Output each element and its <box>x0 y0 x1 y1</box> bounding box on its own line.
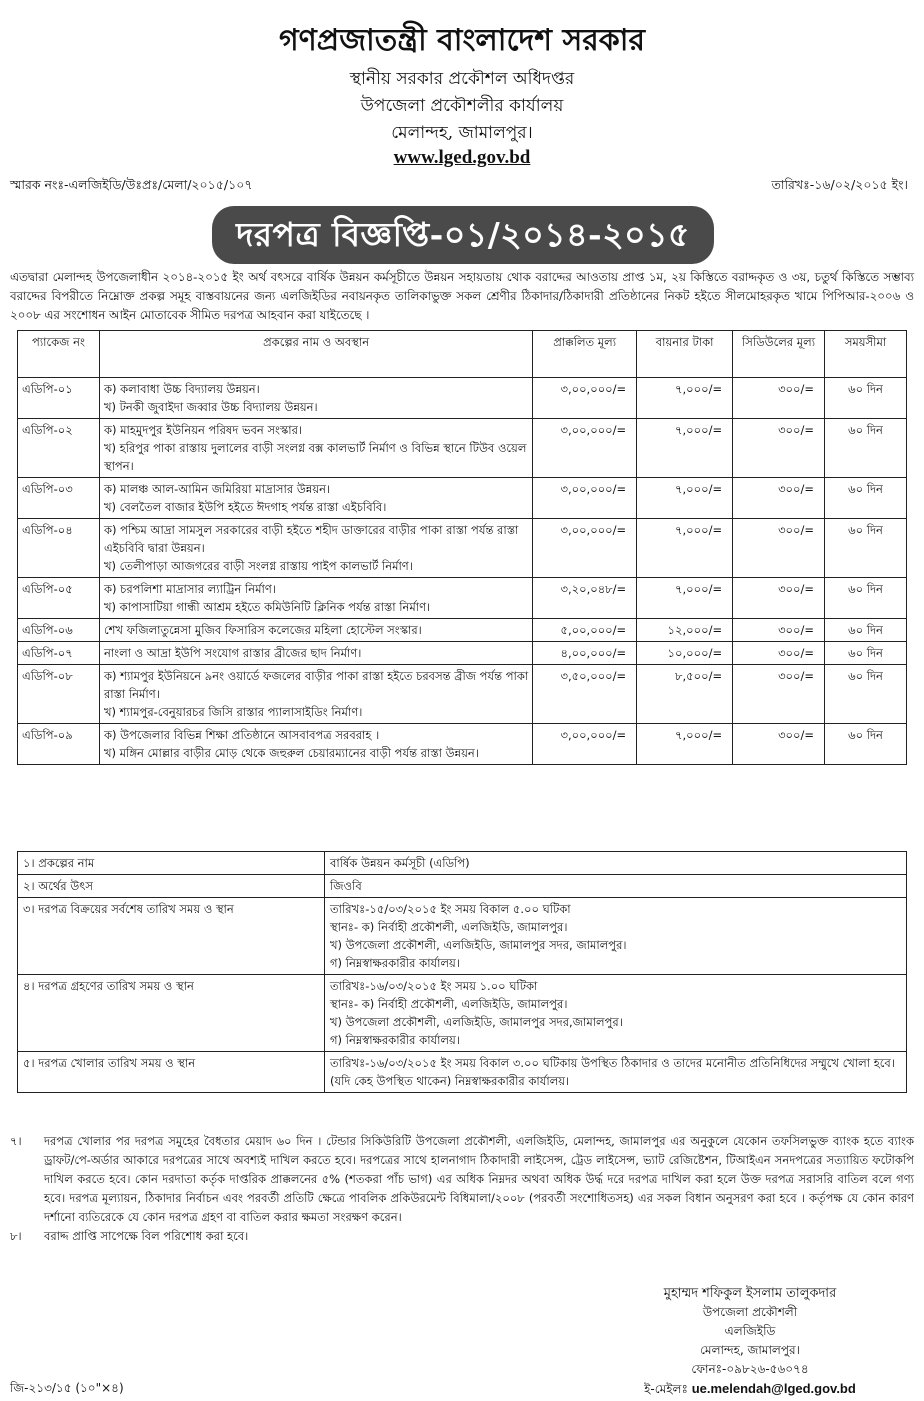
info-label: ৫। দরপত্র খোলার তারিখ সময় ও স্থান <box>18 1052 325 1093</box>
notice-date: তারিখঃ-১৬/০২/২০১৫ ইং। <box>771 177 908 192</box>
package-number: এডিপি-০৪ <box>18 519 100 578</box>
time-limit: ৬০ দিন <box>825 642 907 665</box>
estimated-cost: ৩,০০,০০০/= <box>533 724 637 765</box>
signatory-designation: উপজেলা প্রকৌশলী <box>702 1305 798 1319</box>
col-header-project: প্রকল্পের নাম ও অবস্থান <box>99 331 532 378</box>
time-limit: ৬০ দিন <box>825 519 907 578</box>
info-label: ২। অর্থের উৎস <box>18 875 325 898</box>
time-limit: ৬০ দিন <box>825 378 907 419</box>
estimated-cost: ৩,৫০,০০০/= <box>533 665 637 724</box>
schedule-price: ৩০০/= <box>733 642 825 665</box>
email-label: ই-মেইলঃ <box>644 1382 688 1396</box>
info-row <box>18 1052 907 1093</box>
signature-block <box>600 1284 900 1399</box>
print-code: জি-২১৩/১৫ (১০"×৪) <box>10 1381 124 1395</box>
col-header-earnest: বায়নার টাকা <box>637 331 733 378</box>
signatory-name: মুহাম্মদ শফিকুল ইসলাম তালুকদার <box>663 1286 837 1301</box>
info-value: বার্ষিক উন্নয়ন কর্মসূচী (এডিপি) <box>325 852 907 875</box>
signatory-phone: ফোনঃ-০৯৮২৬-৫৬০৭৪ <box>691 1362 809 1376</box>
time-limit: ৬০ দিন <box>825 619 907 642</box>
col-header-time: সময়সীমা <box>825 331 907 378</box>
earnest-money: ৮,৫০০/= <box>637 665 733 724</box>
schedule-price: ৩০০/= <box>733 519 825 578</box>
project-name: ক) পশ্চিম আদ্রা সামসুল সরকারের বাড়ী হইতে শহীদ ডাক্তারের বাড়ীর পাকা রাস্তা পর্যন্ত রাস্তা এইচবিবি দ্বারা উন্নয়ন। খ) তেলীপাড়া আজগরের বাড়ী সংলগ্ন রাস্তায় পাইপ কালভার্ট নির্মাণ। <box>99 519 532 578</box>
info-value: তারিখঃ-১৫/০৩/২০১৫ ইং সময় বিকাল ৫.০০ ঘটিকা স্থানঃ- ক) নির্বাহী প্রকৌশলী, এলজিইডি, জামালপুর। খ) উপজেলা প্রকৌশলী, এলজিইডি, জামালপুর সদর, জামালপুর। গ) নিম্নস্বাক্ষরকারীর কার্যালয়। <box>325 898 907 975</box>
schedule-price: ৩০০/= <box>733 378 825 419</box>
info-row <box>18 875 907 898</box>
table-row <box>18 642 907 665</box>
earnest-money: ৭,০০০/= <box>637 578 733 619</box>
table-row <box>18 519 907 578</box>
memo-number: স্মারক নংঃ-এলজিইডি/উঃপ্রঃ/মেলা/২০১৫/১০৭ <box>10 177 253 192</box>
project-name: ক) মালঞ্চ আল-আমিন জমিরিয়া মাদ্রাসার উন্নয়ন। খ) বেলতৈল বাজার ইউপি হইতে ঈদগাহ পর্যন্ত রাস্তা এইচবিবি। <box>99 478 532 519</box>
package-number: এডিপি-০৩ <box>18 478 100 519</box>
note-text: বরাদ্দ প্রাপ্তি সাপেক্ষে বিল পরিশোধ করা হবে। <box>44 1229 249 1243</box>
info-label: ৪। দরপত্র গ্রহণের তারিখ সময় ও স্থান <box>18 975 325 1052</box>
project-name: ক) মাহমুদপুর ইউনিয়ন পরিষদ ভবন সংস্কার। খ) হরিপুর পাকা রাস্তায় দুলালের বাড়ী সংলগ্ন বক্স কালভার্ট নির্মাণ ও বিভিন্ন স্থানে টিউব ওয়েল স্থাপন। <box>99 419 532 478</box>
signatory-place: মেলান্দহ, জামালপুর। <box>700 1343 800 1357</box>
schedule-price: ৩০০/= <box>733 419 825 478</box>
estimated-cost: ৩,০০,০০০/= <box>533 378 637 419</box>
table-row <box>18 724 907 765</box>
project-name: ক) চরপলিশা মাদ্রাসার ল্যাট্রিন নির্মাণ। খ) কাপাসাটিয়া গান্ধী আশ্রম হইতে কমিউনিটি ক্লিনিক পর্যন্ত রাস্তা নির্মাণ। <box>99 578 532 619</box>
note-item <box>10 1132 914 1227</box>
package-number: এডিপি-০৯ <box>18 724 100 765</box>
email-line <box>600 1379 900 1399</box>
schedule-price: ৩০০/= <box>733 578 825 619</box>
table-row <box>18 478 907 519</box>
office-location: মেলান্দহ, জামালপুর। <box>391 123 533 143</box>
estimated-cost: ৫,০০,০০০/= <box>533 619 637 642</box>
info-table <box>17 851 907 1093</box>
info-label: ৩। দরপত্র বিক্রয়ের সর্বশেষ তারিখ সময় ও স্থান <box>18 898 325 975</box>
note-item <box>10 1227 914 1246</box>
signatory-org: এলজিইডি <box>724 1324 776 1338</box>
package-table <box>17 330 907 765</box>
estimated-cost: ৩,২০,০৪৮/= <box>533 578 637 619</box>
time-limit: ৬০ দিন <box>825 578 907 619</box>
estimated-cost: ৩,০০,০০০/= <box>533 478 637 519</box>
info-row <box>18 898 907 975</box>
package-number: এডিপি-০৬ <box>18 619 100 642</box>
info-label: ১। প্রকল্পের নাম <box>18 852 325 875</box>
earnest-money: ৭,০০০/= <box>637 724 733 765</box>
info-value: তারিখঃ-১৬/০৩/২০১৫ ইং সময় বিকাল ৩.০০ ঘটিকায় উপস্থিত ঠিকাদার ও তাদের মনোনীত প্রতিনিধিদের সম্মুখে খোলা হবে। (যদি কেহ উপস্থিত থাকেন) নিম্নস্বাক্ষরকারীর কার্যালয়। <box>325 1052 907 1093</box>
project-name: ক) উপজেলার বিভিন্ন শিক্ষা প্রতিষ্ঠানে আসবাবপত্র সরবরাহ । খ) মঙ্গিন মোল্লার বাড়ীর মোড় থেকে জহুরুল চেয়ারম্যানের বাড়ী পর্যন্ত রাস্তা উন্নয়ন। <box>99 724 532 765</box>
col-header-cost: প্রাক্কলিত মূল্য <box>533 331 637 378</box>
email-link[interactable]: ue.melendah@lged.gov.bd <box>691 1381 856 1396</box>
office-name: উপজেলা প্রকৌশলীর কার্যালয় <box>360 96 564 116</box>
info-value: জিওবি <box>325 875 907 898</box>
table-row <box>18 578 907 619</box>
table-row <box>18 665 907 724</box>
col-header-package: প্যাকেজ নং <box>18 331 100 378</box>
earnest-money: ১২,০০০/= <box>637 619 733 642</box>
table-row <box>18 378 907 419</box>
schedule-price: ৩০০/= <box>733 665 825 724</box>
project-name: নাংলা ও আদ্রা ইউপি সংযোগ রাস্তার ব্রীজের ছাদ নির্মাণ। <box>99 642 532 665</box>
website-link[interactable]: www.lged.gov.bd <box>393 147 531 168</box>
package-number: এডিপি-০৭ <box>18 642 100 665</box>
project-name: ক) কলাবাধা উচ্চ বিদ্যালয় উন্নয়ন। খ) টনকী জুবাইদা জব্বার উচ্চ বিদ্যালয় উন্নয়ন। <box>99 378 532 419</box>
government-title: গণপ্রজাতন্ত্রী বাংলাদেশ সরকার <box>279 23 645 58</box>
time-limit: ৬০ দিন <box>825 724 907 765</box>
table-row <box>18 419 907 478</box>
intro-paragraph: এতদ্বারা মেলান্দহ উপজেলাধীন ২০১৪-২০১৫ ইং অর্থ বৎসরে বার্ষিক উন্নয়ন কর্মসূচীতে উন্নয়ন সহায়তায় থোক বরাদ্দের আওতায় প্রাপ্ত ১ম, ২য় কিস্তিতে বরাদ্দকৃত ও ৩য়, চতুর্থ কিস্তিতে সম্ভাব্য বরাদ্দের বিপরীতে নিম্নোক্ত প্রকল্প সমূহ বাস্তবায়নের জন্য এলজিইডির নবায়নকৃত তালিকাভুক্ত সকল শ্রেণীর ঠিকাদার/ঠিকাদারী প্রতিষ্ঠানের নিকট হইতে সীলমোহরকৃত খামে পিপিআর-২০০৬ ও ২০০৮ এর সংশোধন আইন মোতাবেক সীমিত দরপত্র আহবান করা যাইতেছে । <box>10 270 914 322</box>
note-number: ৭। <box>10 1134 22 1148</box>
time-limit: ৬০ দিন <box>825 478 907 519</box>
earnest-money: ৭,০০০/= <box>637 519 733 578</box>
earnest-money: ৭,০০০/= <box>637 478 733 519</box>
earnest-money: ১০,০০০/= <box>637 642 733 665</box>
note-text: দরপত্র খোলার পর দরপত্র সমুহের বৈধতার মেয়াদ ৬০ দিন । টেন্ডার সিকিউরিটি উপজেলা প্রকৌশলী, এলজিইডি, মেলান্দহ, জামালপুর এর অনুকুলে যেকোন তফসিলভুক্ত ব্যাংক হতে ব্যাংক ড্রাফট/পে-অর্ডার আকারে দরপত্রের সাথে অবশ্যই দাখিল করতে হবে। দরপত্রের সাথে হালনাগাদ ঠিকাদারী লাইসেন্স, ট্রেড লাইসেন্স, ভ্যাট রেজিষ্টেশন, টিআইএন সনদপত্রের সত্যায়িত ফটোকপি দাখিল করতে হবে। কোন দরদাতা কর্তৃক দাপ্তরিক প্রাক্কলনের ৫% (শতকরা পাঁচ ভাগ) এর অধিক নিম্নদর অথবা অধিক উর্দ্ধ দরে দরপত্র দাখিল করা হলে উক্ত দরপত্র সরাসরি বাতিল বলে গণ্য হবে। দরপত্র মূল্যায়ন, ঠিকাদার নির্বাচন এবং পরবর্তী প্রতিটি ক্ষেত্রে পাবলিক প্রকিউরমেন্ট বিধিমালা/২০০৮ (পরবর্তী সংশোধিতসহ) এর সকল বিধান অনুসরণ করা হবে । কর্তৃপক্ষ যে কোন কারণ দর্শানো ব্যতিরেকে যে কোন দরপত্র গ্রহণ বা বাতিল করার ক্ষমতা সংরক্ষণ করেন। <box>44 1134 914 1224</box>
time-limit: ৬০ দিন <box>825 665 907 724</box>
earnest-money: ৭,০০০/= <box>637 378 733 419</box>
note-number: ৮। <box>10 1229 22 1243</box>
info-value: তারিখঃ-১৬/০৩/২০১৫ ইং সময় ১.০০ ঘটিকা স্থানঃ- ক) নির্বাহী প্রকৌশলী, এলজিইডি, জামালপুর। খ) উপজেলা প্রকৌশলী, এলজিইডি, জামালপুর সদর,জামালপুর। গ) নিম্নস্বাক্ষরকারীর কার্যালয়। <box>325 975 907 1052</box>
department-name: স্থানীয় সরকার প্রকৌশল অধিদপ্তর <box>349 69 575 89</box>
estimated-cost: ৪,০০,০০০/= <box>533 642 637 665</box>
earnest-money: ৭,০০০/= <box>637 419 733 478</box>
package-number: এডিপি-০৫ <box>18 578 100 619</box>
table-header-row <box>18 331 907 378</box>
project-name: শেখ ফজিলাতুন্নেসা মুজিব ফিসারিস কলেজের মহিলা হোস্টেল সংস্কার। <box>99 619 532 642</box>
schedule-price: ৩০০/= <box>733 724 825 765</box>
info-row <box>18 975 907 1052</box>
project-name: ক) শ্যামপুর ইউনিয়নে ৯নং ওয়ার্ডে ফজলের বাড়ীর পাকা রাস্তা হইতে চরবসন্ত ব্রীজ পর্যন্ত পাকা রাস্তা নির্মাণ। খ) শ্যামপুর-বেনুয়ারচর জিসি রাস্তার প্যালাসাইডিং নির্মাণ। <box>99 665 532 724</box>
estimated-cost: ৩,০০,০০০/= <box>533 519 637 578</box>
schedule-price: ৩০০/= <box>733 619 825 642</box>
schedule-price: ৩০০/= <box>733 478 825 519</box>
info-row <box>18 852 907 875</box>
memo-line <box>10 177 908 197</box>
notice-banner: দরপত্র বিজ্ঞপ্তি-০১/২০১৪-২০১৫ <box>212 206 714 264</box>
estimated-cost: ৩,০০,০০০/= <box>533 419 637 478</box>
notes-section <box>10 1132 914 1246</box>
time-limit: ৬০ দিন <box>825 419 907 478</box>
package-number: এডিপি-০১ <box>18 378 100 419</box>
package-number: এডিপি-০২ <box>18 419 100 478</box>
col-header-schedule: সিডিউলের মূল্য <box>733 331 825 378</box>
table-row <box>18 619 907 642</box>
package-number: এডিপি-০৮ <box>18 665 100 724</box>
